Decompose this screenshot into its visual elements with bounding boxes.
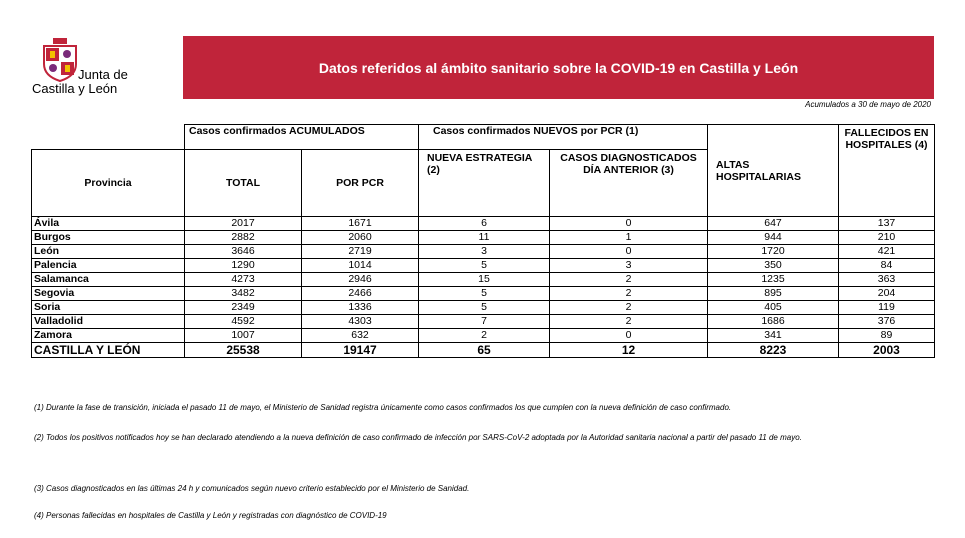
table-cell: 350	[708, 259, 839, 273]
table-cell: 647	[708, 217, 839, 231]
table-row	[32, 329, 935, 343]
group-nuevos: Casos confirmados NUEVOS por PCR (1)	[419, 125, 708, 150]
footnote-3: (3) Casos diagnosticados en las últimas 24 h y comunicados según nuevo criterio establecido por el Ministerio de Sanidad.	[34, 484, 470, 493]
col-total: TOTAL	[185, 150, 302, 217]
table-row	[32, 287, 935, 301]
table-cell: 11	[419, 231, 550, 245]
table-cell: 7	[419, 315, 550, 329]
table-cell: 3	[419, 245, 550, 259]
total-label: CASTILLA Y LEÓN	[32, 343, 185, 358]
table-cell: 2466	[302, 287, 419, 301]
col-casos-diagnosticados: CASOS DIAGNOSTICADOS DÍA ANTERIOR (3)	[550, 150, 708, 217]
table-cell: 2882	[185, 231, 302, 245]
table-cell: 2	[550, 301, 708, 315]
province-name: Segovia	[32, 287, 185, 301]
table-cell: 4303	[302, 315, 419, 329]
total-cell: 2003	[839, 343, 935, 358]
table-cell: 1686	[708, 315, 839, 329]
table-cell: 210	[839, 231, 935, 245]
col-nueva-estrategia: NUEVA ESTRATEGIA (2)	[419, 150, 550, 217]
table-cell: 15	[419, 273, 550, 287]
table-cell: 2349	[185, 301, 302, 315]
total-cell: 8223	[708, 343, 839, 358]
col-por-pcr: POR PCR	[302, 150, 419, 217]
table-cell: 1235	[708, 273, 839, 287]
group-acumulados: Casos confirmados ACUMULADOS	[185, 125, 419, 150]
table-cell: 341	[708, 329, 839, 343]
table-cell: 1	[550, 231, 708, 245]
province-name: Burgos	[32, 231, 185, 245]
table-cell: 2	[419, 329, 550, 343]
table-cell: 2719	[302, 245, 419, 259]
logo-line-1: Junta de	[78, 67, 128, 82]
coat-of-arms-icon	[40, 38, 80, 82]
province-name: Salamanca	[32, 273, 185, 287]
province-name: Valladolid	[32, 315, 185, 329]
col-provincia: Provincia	[32, 150, 185, 217]
blank-cell	[32, 125, 185, 150]
table-cell: 1007	[185, 329, 302, 343]
table-cell: 4592	[185, 315, 302, 329]
total-cell: 12	[550, 343, 708, 358]
table-cell: 84	[839, 259, 935, 273]
logo-line-2: Castilla y León	[32, 81, 118, 96]
table-cell: 0	[550, 217, 708, 231]
total-row	[32, 343, 935, 358]
table-cell: 1720	[708, 245, 839, 259]
junta-logo	[32, 38, 152, 98]
table-cell: 376	[839, 315, 935, 329]
table-cell: 6	[419, 217, 550, 231]
table-cell: 2060	[302, 231, 419, 245]
table-cell: 2946	[302, 273, 419, 287]
table-cell: 632	[302, 329, 419, 343]
footnote-1: (1) Durante la fase de transición, iniciada el pasado 11 de mayo, el Ministerio de Sanidad registra únicamente como casos confirmados los que cumplen con la nueva definición de caso confirmado.	[34, 403, 732, 412]
table-cell: 405	[708, 301, 839, 315]
table-cell: 5	[419, 301, 550, 315]
table-cell: 2	[550, 287, 708, 301]
table-cell: 204	[839, 287, 935, 301]
province-name: Palencia	[32, 259, 185, 273]
total-cell: 25538	[185, 343, 302, 358]
table-cell: 1014	[302, 259, 419, 273]
province-name: Ávila	[32, 217, 185, 231]
table-cell: 1671	[302, 217, 419, 231]
table-cell: 3	[550, 259, 708, 273]
table-cell: 1290	[185, 259, 302, 273]
col-fallecidos: FALLECIDOS EN HOSPITALES (4)	[839, 125, 935, 217]
banner-title: Datos referidos al ámbito sanitario sobre la COVID-19 en Castilla y León	[318, 59, 799, 76]
table-cell: 2	[550, 315, 708, 329]
footnote-2: (2) Todos los positivos notificados hoy se han declarado atendiendo a la nueva definición de caso confirmado de infección por SARS-CoV-2 adoptada por la Autoridad sanitaria nacional a partir del pasado 11 de mayo.	[34, 433, 802, 442]
table-cell: 944	[708, 231, 839, 245]
province-name: Soria	[32, 301, 185, 315]
table-cell: 2	[550, 273, 708, 287]
total-cell: 65	[419, 343, 550, 358]
table-row	[32, 231, 935, 245]
table-row	[32, 217, 935, 231]
table-cell: 137	[839, 217, 935, 231]
table-cell: 421	[839, 245, 935, 259]
title-banner	[183, 36, 934, 99]
table-cell: 89	[839, 329, 935, 343]
table-cell: 5	[419, 287, 550, 301]
total-cell: 19147	[302, 343, 419, 358]
table-cell: 0	[550, 329, 708, 343]
table-row	[32, 259, 935, 273]
table-cell: 1336	[302, 301, 419, 315]
col-altas: ALTAS HOSPITALARIAS	[708, 125, 839, 217]
table-cell: 363	[839, 273, 935, 287]
table-cell: 3482	[185, 287, 302, 301]
table-cell: 5	[419, 259, 550, 273]
date-note: Acumulados a 30 de mayo de 2020	[805, 100, 931, 109]
table-cell: 0	[550, 245, 708, 259]
covid-table	[31, 124, 935, 358]
table-cell: 895	[708, 287, 839, 301]
table-cell: 2017	[185, 217, 302, 231]
table-cell: 119	[839, 301, 935, 315]
table-row	[32, 315, 935, 329]
province-name: León	[32, 245, 185, 259]
table-row	[32, 245, 935, 259]
table-cell: 4273	[185, 273, 302, 287]
footnote-4: (4) Personas fallecidas en hospitales de Castilla y León y registradas con diagnóstico de COVID-19	[34, 511, 387, 520]
table-cell: 3646	[185, 245, 302, 259]
table-row	[32, 273, 935, 287]
province-name: Zamora	[32, 329, 185, 343]
table-row	[32, 301, 935, 315]
